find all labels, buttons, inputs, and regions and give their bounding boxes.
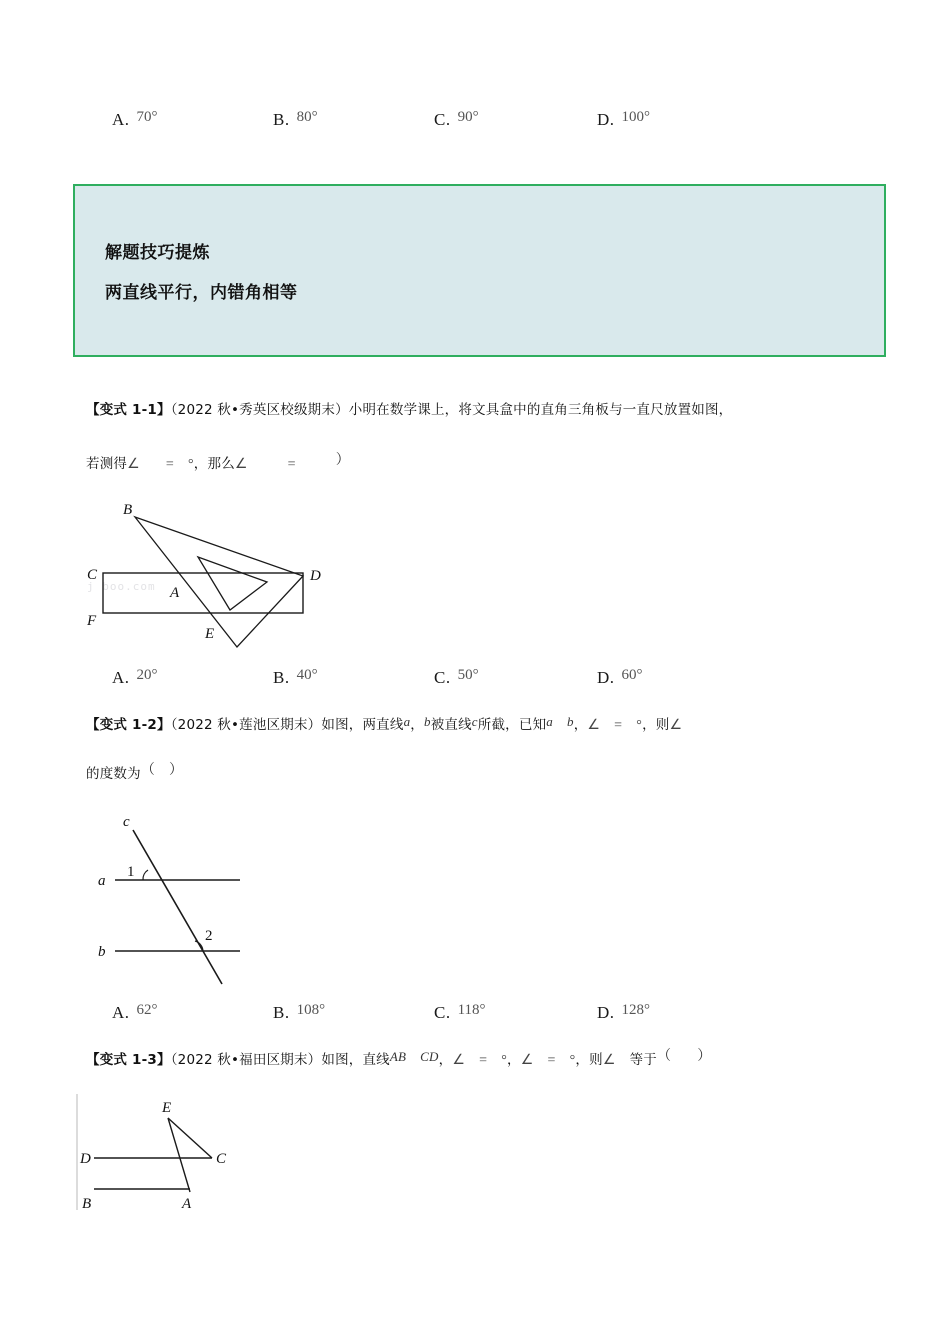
angle-symbol: ∠ [127,457,140,472]
angle-symbol: ∠ [234,457,248,472]
option-b-value: 108° [296,1002,326,1018]
comma: ， [438,1052,453,1068]
equals-symbol: = [479,1053,488,1068]
then-text: 则 [589,1052,603,1068]
comma: ， [642,717,656,733]
figure-label-A: A [182,1196,192,1212]
figure-label-A: A [170,585,180,601]
question-1-2-tag: 【变式 1-2】 [86,717,171,733]
question-1-3-line-1 [86,1048,711,1069]
angle-symbol: ∠ [669,718,683,733]
comma: ， [573,717,588,733]
comma: ， [507,1052,521,1068]
degree-symbol: ° [501,1053,508,1068]
option-c-letter: C. [434,1003,451,1022]
question-1-1-line-1 [86,398,732,418]
equals-symbol: = [614,718,623,733]
known-a-ref: a [546,714,553,729]
segment-ea [168,1118,190,1192]
degree-symbol: ° [569,1053,576,1068]
line-a-ref: a [403,714,411,729]
option-c[interactable] [434,110,479,131]
angle-symbol: ∠ [452,1053,466,1068]
figure-triangle-ruler [85,500,350,655]
figure-angle-2: 2 [205,928,213,944]
option-a[interactable] [112,110,158,131]
question-1-2-line-2 [86,762,183,783]
figure-label-a: a [98,873,106,889]
question-1-3-body-1: 如图，直线 [321,1052,390,1068]
option-b-value: 40° [296,667,318,683]
figure-label-D: D [310,568,321,584]
inner-triangle [198,557,267,610]
close-paren: ） [697,1049,712,1064]
equals-symbol: = [165,457,174,472]
answer-options-top [0,110,950,140]
option-c-value: 50° [457,667,479,683]
line-c-transversal [133,830,222,984]
angle-symbol: ∠ [602,1053,616,1068]
figure-label-b: b [98,944,106,960]
figure-label-c: c [123,814,130,830]
figure-parallel-ab-cd [72,1092,282,1217]
figure-watermark: j boo.com [87,580,156,593]
answer-options-q1 [0,668,950,698]
figure-label-C: C [87,567,98,583]
option-b[interactable] [273,668,318,689]
option-d-value: 128° [621,1002,651,1018]
question-1-2-line-1 [86,713,682,734]
equal-to-text: 等于 [629,1052,657,1068]
segment-ab-ref: AB [389,1049,407,1064]
option-d-letter: D. [597,110,615,129]
figure-label-D: D [80,1151,91,1167]
question-1-1-line2-prefix: 若测得 [86,456,128,472]
question-1-1-body: 小明在数学课上，将文具盒中的直角三角板与一直尺放置如图， [348,402,733,418]
ruler-rectangle [103,573,303,613]
option-a-value: 20° [136,667,158,683]
option-d[interactable] [597,668,643,689]
option-a-value: 70° [136,109,158,125]
option-b-value: 80° [296,109,318,125]
figure-label-B: B [123,502,133,518]
option-a[interactable] [112,668,158,689]
option-a-letter: A. [112,668,130,687]
tip-box-content: 两直线平行，内错角相等 [105,283,298,303]
option-b-letter: B. [273,1003,290,1022]
question-1-1-line2-mid: 那么 [207,456,235,472]
option-a[interactable] [112,1003,158,1024]
figure-label-B: B [82,1196,92,1212]
comma: ， [410,717,424,733]
option-d-value: 100° [621,109,651,125]
figure-label-E: E [162,1100,172,1116]
option-d-letter: D. [597,668,615,687]
open-paren: （ [140,763,156,778]
comma: ， [575,1052,590,1068]
option-a-letter: A. [112,1003,130,1022]
question-1-2-body-2: 被直线 [430,717,472,733]
option-b[interactable] [273,110,318,131]
option-d[interactable] [597,110,650,131]
question-1-1-line-2 [86,452,350,473]
option-d-value: 60° [621,667,643,683]
figure-label-C: C [216,1151,227,1167]
then-text: 则 [655,717,670,733]
option-a-letter: A. [112,110,130,129]
figure-parallel-transversal [85,808,335,993]
outer-triangle [135,517,303,647]
degree-symbol: ° [187,457,194,472]
equals-symbol: = [547,1053,556,1068]
angle-1-arc [143,870,148,880]
option-b-letter: B. [273,668,290,687]
angle-symbol: ∠ [520,1053,534,1068]
equals-symbol: = [287,457,296,472]
degree-symbol: ° [636,718,643,733]
figure-label-E: E [205,626,215,642]
open-paren: （ [657,1049,672,1064]
line-b-ref: b [423,714,431,729]
close-paren: ） [335,453,350,468]
figure-angle-1: 1 [127,864,135,880]
question-1-3-source: （2022 秋•福田区期末） [170,1052,322,1068]
option-c[interactable] [434,1003,486,1024]
tip-box-heading: 解题技巧提炼 [105,243,210,263]
option-c-value: 118° [457,1002,486,1018]
close-paren: ） [169,763,184,778]
question-1-3-tag: 【变式 1-3】 [86,1052,171,1068]
option-c[interactable] [434,668,479,689]
question-1-2-body-1: 如图，两直线 [321,717,404,733]
option-c-value: 90° [457,109,479,125]
answer-options-q2 [0,1003,950,1033]
segment-cd-ref: CD [420,1049,439,1064]
option-c-letter: C. [434,668,451,687]
option-a-value: 62° [136,1002,158,1018]
question-1-2-body-3: 所截，已知 [477,717,547,733]
question-1-1-tag: 【变式 1-1】 [86,402,171,418]
line-c-ref: c [471,714,478,729]
option-d[interactable] [597,1003,650,1024]
option-d-letter: D. [597,1003,615,1022]
option-b-letter: B. [273,110,290,129]
known-b-ref: b [566,714,574,729]
option-b[interactable] [273,1003,325,1024]
comma: ， [193,456,208,472]
question-1-2-source: （2022 秋•莲池区期末） [170,717,322,733]
figure-label-F: F [87,613,97,629]
option-c-letter: C. [434,110,451,129]
question-1-1-source: （2022 秋•秀英区校级期末） [170,402,349,418]
tip-box [73,184,886,357]
angle-symbol: ∠ [587,718,601,733]
question-1-2-line2-text: 的度数为 [86,766,141,782]
